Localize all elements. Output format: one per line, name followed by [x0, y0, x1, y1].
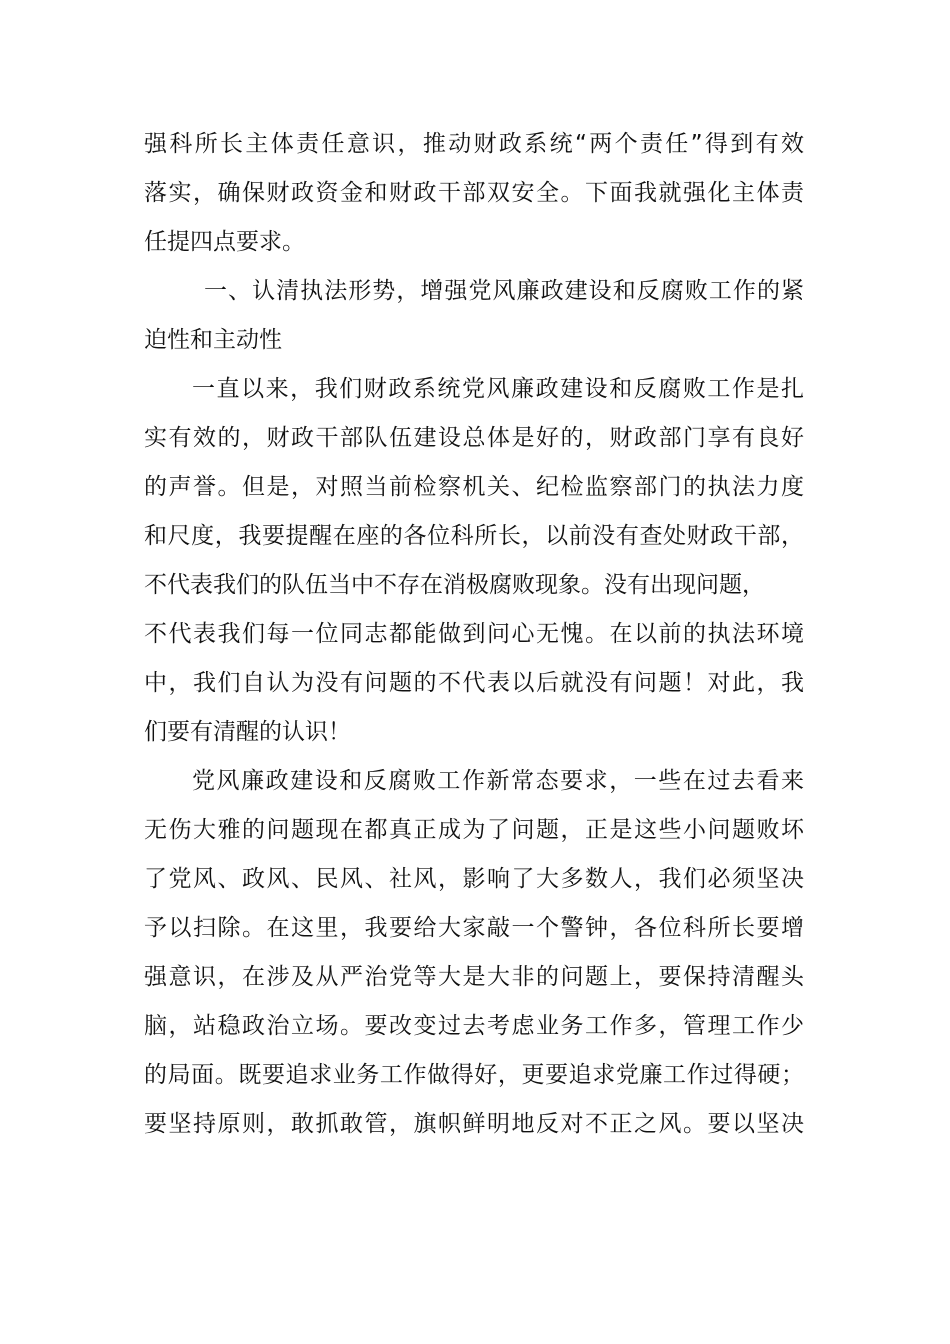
text-line: 实有效的，财政干部队伍建设总体是好的，财政部门享有良好 [144, 425, 804, 451]
section-heading-line: 一、认清执法形势，增强党风廉政建设和反腐败工作的紧 [204, 278, 804, 304]
text-line: 强意识，在涉及从严治党等大是大非的问题上，要保持清醒头 [144, 964, 804, 990]
text-line: 了党风、政风、民风、社风，影响了大多数人，我们必须坚决 [144, 866, 804, 892]
text-line: 要坚持原则，敢抓敢管，旗帜鲜明地反对不正之风。要以坚决 [144, 1111, 804, 1137]
text-line: 无伤大雅的问题现在都真正成为了问题，正是这些小问题败坏 [144, 817, 804, 843]
text-line: 和尺度，我要提醒在座的各位科所长，以前没有查处财政干部， [144, 523, 804, 549]
text-line: 的局面。既要追求业务工作做得好，更要追求党廉工作过得硬； [144, 1062, 804, 1088]
text-line: 的声誉。但是，对照当前检察机关、纪检监察部门的执法力度 [144, 474, 804, 500]
text-line: 予以扫除。在这里，我要给大家敲一个警钟，各位科所长要增 [144, 915, 804, 941]
text-line: 不代表我们每一位同志都能做到问心无愧。在以前的执法环境 [144, 621, 804, 647]
text-line: 落实，确保财政资金和财政干部双安全。下面我就强化主体责 [144, 180, 804, 206]
text-line: 们要有清醒的认识！ [144, 719, 351, 745]
text-line: 党风廉政建设和反腐败工作新常态要求，一些在过去看来 [192, 768, 804, 794]
document-body [144, 120, 804, 1149]
text-line: 强科所长主体责任意识，推动财政系统“两个责任”得到有效 [144, 131, 804, 157]
text-line: 一直以来，我们财政系统党风廉政建设和反腐败工作是扎 [192, 376, 804, 402]
text-line: 不代表我们的队伍当中不存在消极腐败现象。没有出现问题， [144, 572, 765, 598]
text-line: 中，我们自认为没有问题的不代表以后就没有问题！对此，我 [144, 670, 804, 696]
section-heading-line: 迫性和主动性 [144, 327, 282, 353]
text-line: 任提四点要求。 [144, 229, 305, 255]
text-line: 脑，站稳政治立场。要改变过去考虑业务工作多，管理工作少 [144, 1013, 804, 1039]
